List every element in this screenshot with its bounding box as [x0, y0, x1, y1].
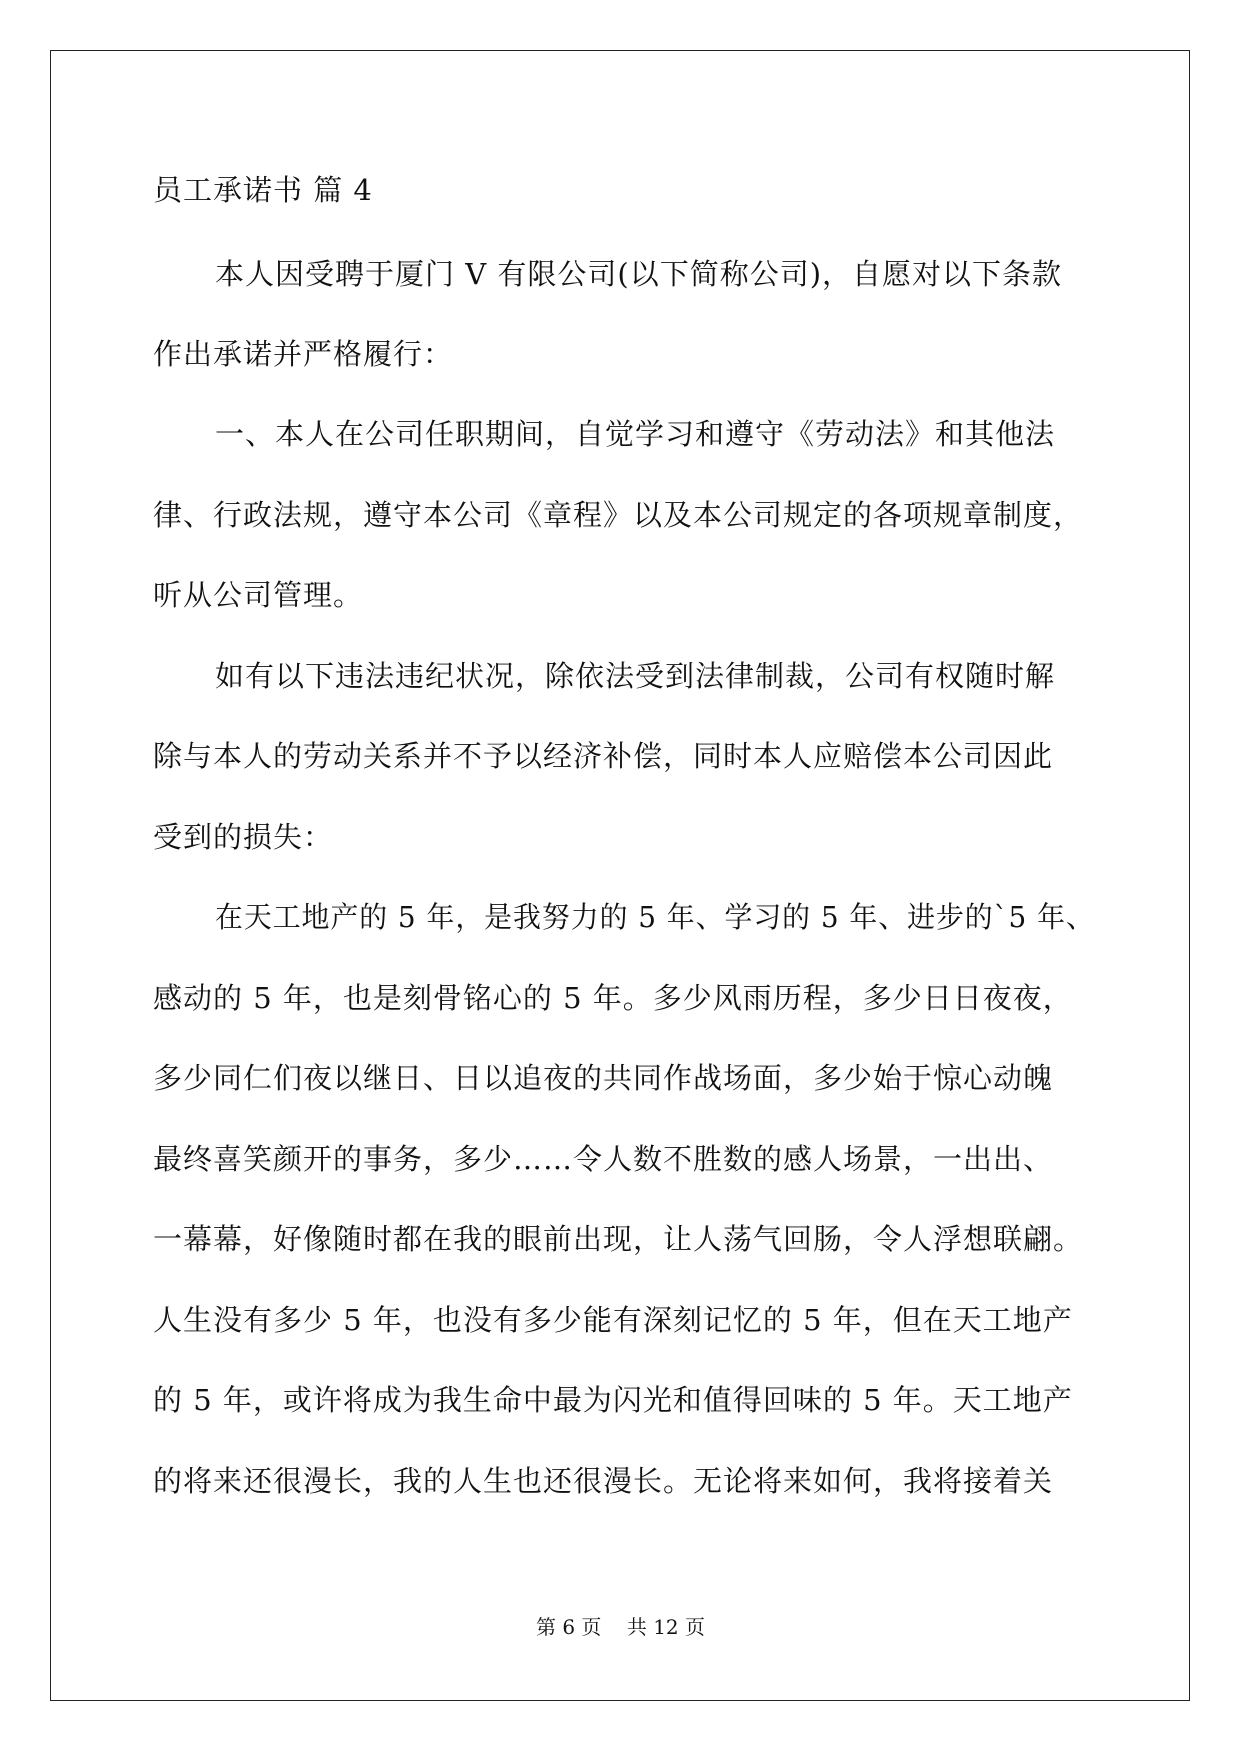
text-line: 的将来还很漫长，我的人生也还很漫长。无论将来如何，我将接着关 — [153, 1464, 1054, 1498]
text-line: 的 5 年，或许将成为我生命中最为闪光和值得回味的 5 年。天工地产 — [153, 1383, 1073, 1417]
text-line: 律、行政法规，遵守本公司《章程》以及本公司规定的各项规章制度， — [153, 498, 1084, 532]
text-line: 作出承诺并严格履行： — [153, 337, 454, 371]
text-line: 如有以下违法违纪状况，除依法受到法律制裁，公司有权随时解 — [215, 659, 1056, 693]
text-line: 本人因受聘于厦门 V 有限公司(以下简称公司)，自愿对以下条款 — [215, 257, 1063, 291]
text-line: 受到的损失： — [153, 820, 334, 854]
text-line: 听从公司管理。 — [153, 578, 364, 612]
text-line: 一、本人在公司任职期间，自觉学习和遵守《劳动法》和其他法 — [215, 417, 1056, 451]
text-line: 一幕幕，好像随时都在我的眼前出现，让人荡气回肠，令人浮想联翩。 — [153, 1222, 1084, 1256]
text-line: 除与本人的劳动关系并不予以经济补偿，同时本人应赔偿本公司因此 — [153, 739, 1054, 773]
document-title: 员工承诺书 篇 4 — [153, 173, 373, 207]
text-line: 最终喜笑颜开的事务，多少……令人数不胜数的感人场景，一出出、 — [153, 1142, 1054, 1176]
text-line: 人生没有多少 5 年，也没有多少能有深刻记忆的 5 年，但在天工地产 — [153, 1303, 1073, 1337]
text-line: 感动的 5 年，也是刻骨铭心的 5 年。多少风雨历程，多少日日夜夜， — [153, 981, 1073, 1015]
text-line: 在天工地产的 5 年，是我努力的 5 年、学习的 5 年、进步的`5 年、 — [215, 900, 1095, 934]
page-number: 第 6 页 共 12 页 — [535, 1615, 706, 1639]
text-line: 多少同仁们夜以继日、日以追夜的共同作战场面，多少始于惊心动魄 — [153, 1061, 1054, 1095]
page-border — [50, 50, 1190, 1701]
